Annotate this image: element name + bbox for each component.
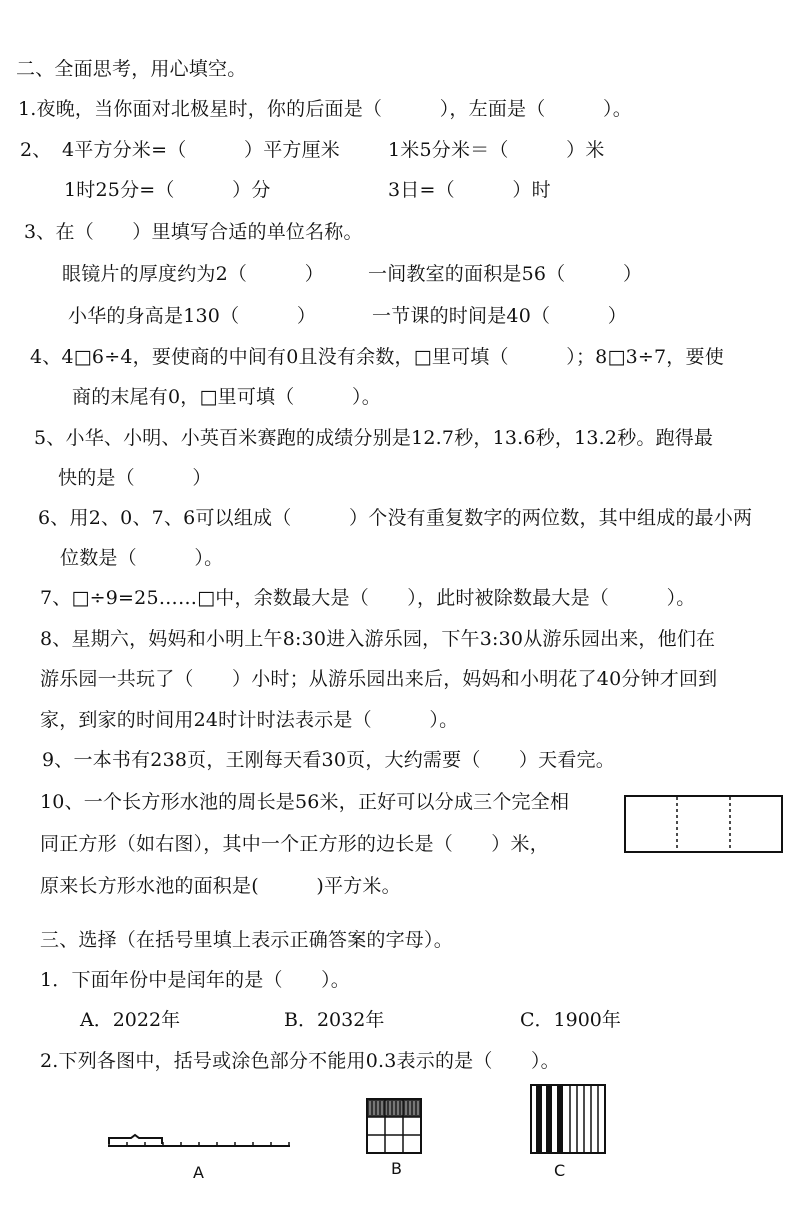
figure-a-label: A (193, 1163, 204, 1182)
section2-heading: 二、全面思考，用心填空。 (16, 58, 247, 80)
choice-question-1: 1．下面年份中是闰年的是（ ）。 (40, 969, 350, 991)
figure-c-strips (530, 1084, 610, 1156)
figure-b-grid (366, 1098, 426, 1158)
question-4-line1: 4、4□6÷4，要使商的中间有0且没有余数，□里可填（ ）；8□3÷7，要使 (30, 346, 724, 368)
strip-outline (531, 1085, 605, 1153)
question-3d: 一节课的时间是40（ ） (372, 305, 627, 327)
question-10-line2: 同正方形（如右图），其中一个正方形的边长是（ ）米， (40, 833, 549, 855)
question-8-line3: 家，到家的时间用24时计时法表示是（ ）。 (40, 709, 459, 731)
question-4-line2: 商的末尾有0，□里可填（ ）。 (72, 386, 381, 408)
question-2-number: 2、 (20, 139, 52, 161)
question-8-line2: 游乐园一共玩了（ ）小时；从游乐园出来后，妈妈和小明花了40分钟才回到 (40, 668, 718, 690)
question-5-line2: 快的是（ ） (58, 467, 212, 489)
figure-a-number-line (104, 1126, 294, 1156)
shaded-strip-2 (546, 1085, 552, 1153)
shaded-strip-3 (557, 1085, 563, 1153)
figure-c-label: C (554, 1161, 566, 1180)
question-2c: 1时25分=（ ）分 (64, 179, 271, 201)
question-3a: 眼镜片的厚度约为2（ ） (62, 263, 324, 285)
question-9: 9、一本书有238页，王刚每天看30页，大约需要（ ）天看完。 (42, 749, 615, 771)
question-10-line1: 10、一个长方形水池的周长是56米，正好可以分成三个完全相 (40, 791, 570, 813)
choice-option-c: C．1900年 (520, 1009, 621, 1031)
question-6-line2: 位数是（ ）。 (60, 547, 224, 569)
choice-option-a: A．2022年 (80, 1009, 181, 1031)
pool-outline (625, 796, 782, 852)
question-6-line1: 6、用2、0、7、6可以组成（ ）个没有重复数字的两位数，其中组成的最小两 (38, 507, 753, 529)
question-2b: 1米5分米＝（ ）米 (388, 139, 605, 161)
question-5-line1: 5、小华、小明、小英百米赛跑的成绩分别是12.7秒，13.6秒，13.2秒。跑得最 (34, 427, 714, 449)
shaded-strip-1 (536, 1085, 542, 1153)
question-8-line1: 8、星期六，妈妈和小明上午8:30进入游乐园，下午3:30从游乐园出来，他们在 (40, 628, 716, 650)
figure-b-label: B (391, 1159, 402, 1178)
pool-rectangle-figure (624, 795, 784, 855)
choice-question-2: 2.下列各图中，括号或涂色部分不能用0.3表示的是（ ）。 (40, 1050, 560, 1072)
choice-option-b: B．2032年 (284, 1009, 385, 1031)
question-1: 1.夜晚，当你面对北极星时，你的后面是（ ），左面是（ ）。 (18, 98, 632, 120)
question-3c: 小华的身高是130（ ） (68, 305, 317, 327)
question-10-line3: 原来长方形水池的面积是( )平方米。 (40, 875, 401, 897)
question-7: 7、□÷9=25……□中，余数最大是（ ），此时被除数最大是（ ）。 (40, 587, 696, 609)
question-3b: 一间教室的面积是56（ ） (368, 263, 643, 285)
section3-heading: 三、选择（在括号里填上表示正确答案的字母）。 (40, 929, 453, 951)
question-3: 3、在（ ）里填写合适的单位名称。 (24, 221, 363, 243)
bracket (109, 1135, 162, 1144)
question-2d: 3日=（ ）时 (388, 179, 551, 201)
question-2a: 4平方分米=（ ）平方厘米 (62, 139, 341, 161)
